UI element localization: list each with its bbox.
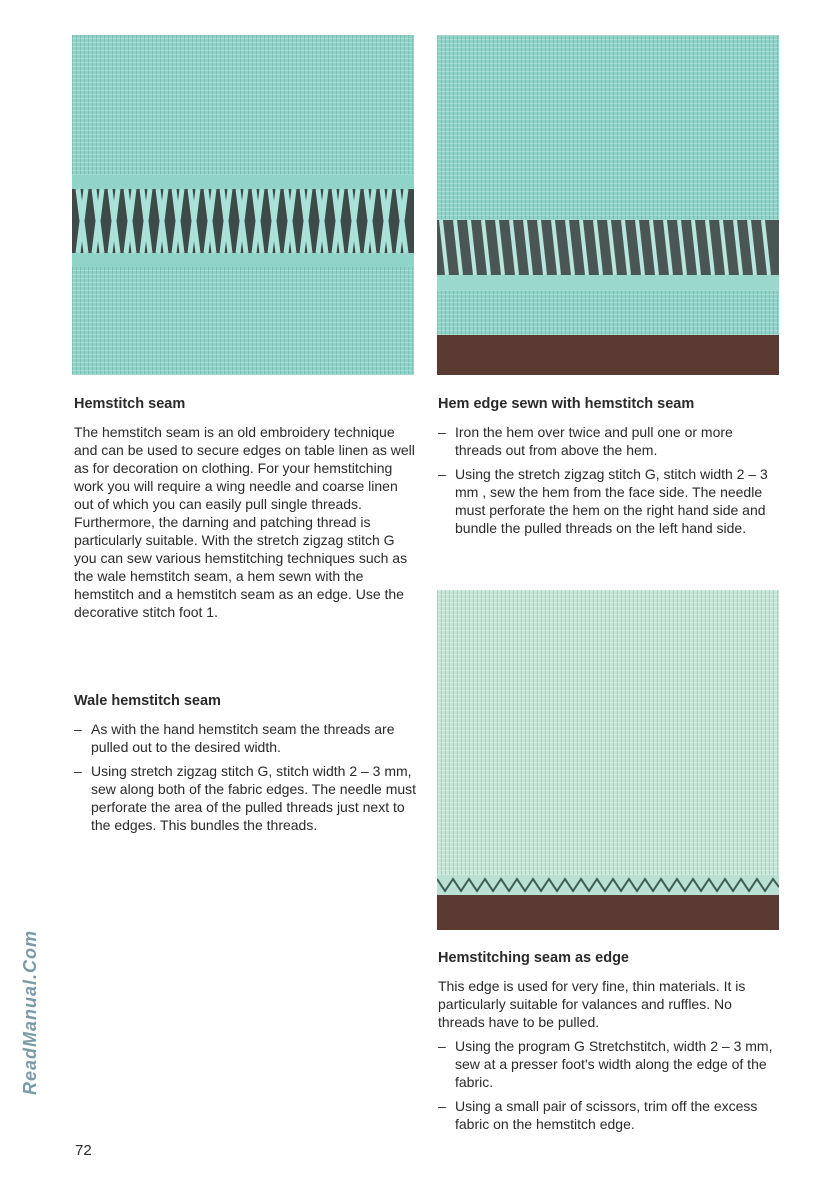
step-list: [438, 1037, 778, 1133]
photo-wale-hemstitch: [72, 35, 414, 375]
section-body: The hemstitch seam is an old embroidery technique and can be used to secure edges on table linen as well as for decoration on clothing. For your hemstitching work you will require a wing needle and coarse linen out of which you can easily pull single threads. Furthermore, the darning and patching thread is particularly suitable. With the stretch zigzag stitch G you can sew various hemstitching techniques such as the wale hemstitch seam, a hem sewn with the hemstitch and a hemstitch seam as an edge. Use the decorative stitch foot 1.: [74, 424, 415, 620]
dark-background: [437, 895, 779, 930]
fine-fabric: [437, 590, 779, 875]
list-item: – Using a small pair of scissors, trim off the excess fabric on the hemstitch edge.: [438, 1097, 778, 1133]
hem-section: [438, 395, 778, 543]
section-title: Hem edge sewn with hemstitch seam: [438, 396, 695, 412]
hemstitch-intro: [74, 395, 419, 621]
section-title: Hemstitching seam as edge: [438, 950, 629, 966]
edge-section: [438, 949, 778, 1139]
photo-hemstitch-edge: [437, 590, 779, 930]
list-item: – Using the program G Stretchstitch, width 2 – 3 mm, sew at a presser foot's width along the edge of the fabric.: [438, 1037, 778, 1091]
fabric-top: [72, 35, 414, 175]
list-item: – Using stretch zigzag stitch G, stitch width 2 – 3 mm, sew along both of the fabric edges. The needle must perforate the area of the pulled threads just next to the edges. This bundles the threads.: [74, 762, 419, 834]
section-body: This edge is used for very fine, thin materials. It is particularly suitable for valances and ruffles. No threads have to be pulled.: [438, 978, 746, 1030]
photo-hem-edge: [437, 35, 779, 375]
list-item: – Using the stretch zigzag stitch G, stitch width 2 – 3 mm , sew the hem from the face side. The needle must perforate the hem on the right hand side and bundle the pulled threads on the left hand side.: [438, 465, 778, 537]
dark-background: [437, 335, 779, 375]
fabric-top: [437, 35, 779, 220]
list-item: – Iron the hem over twice and pull one or more threads out from above the hem.: [438, 423, 778, 459]
hem-fold: [437, 290, 779, 335]
fabric-bottom: [72, 267, 414, 375]
section-title: Wale hemstitch seam: [74, 693, 221, 709]
list-item: – As with the hand hemstitch seam the threads are pulled out to the desired width.: [74, 720, 419, 756]
stitch-pattern: [72, 175, 414, 267]
stitch-pattern: [437, 220, 779, 290]
hemstitch-band: [72, 175, 414, 267]
step-list: [74, 720, 419, 834]
section-title: Hemstitch seam: [74, 396, 186, 412]
wale-section: [74, 692, 419, 840]
edge-stitch: [437, 875, 779, 895]
watermark: ReadManual.Com: [20, 929, 40, 1095]
hemstitch-band: [437, 220, 779, 290]
page-number: 72: [75, 1142, 92, 1159]
step-list: [438, 423, 778, 537]
